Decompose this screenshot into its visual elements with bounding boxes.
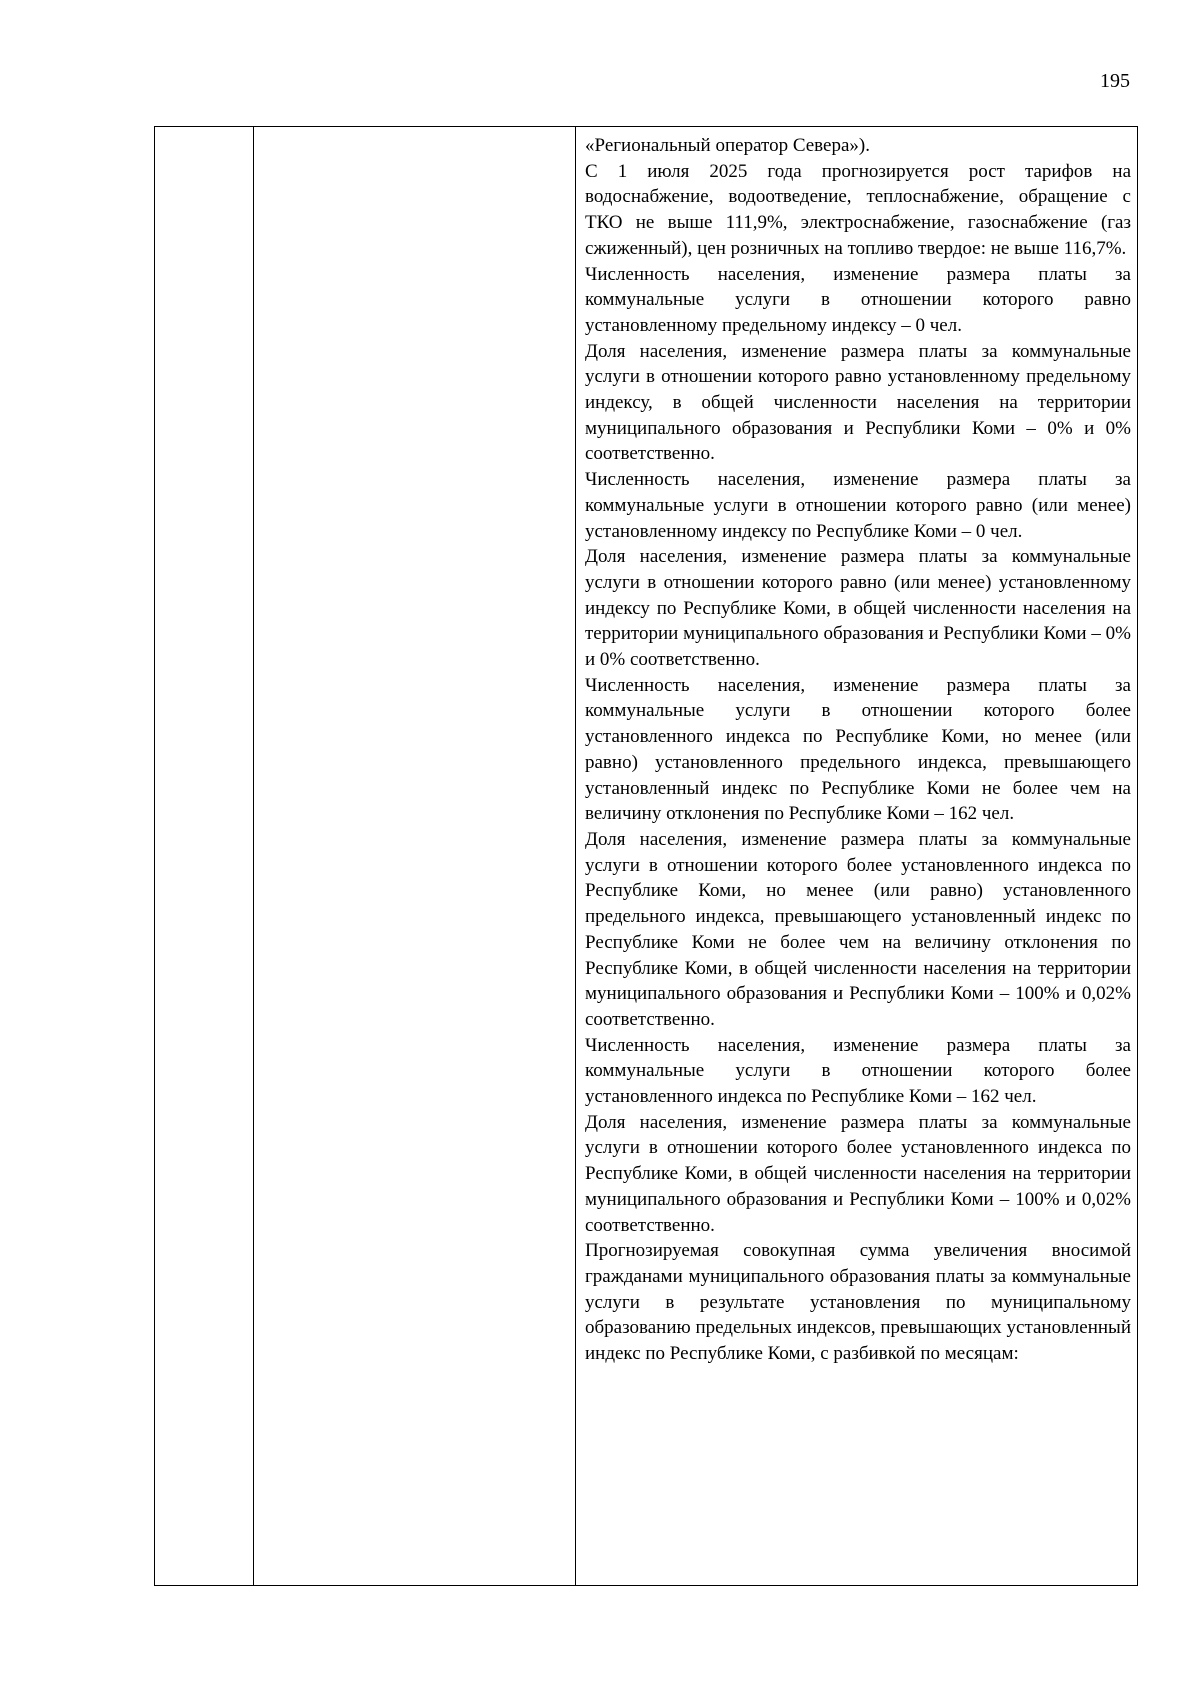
paragraph-share-equal-or-less-index: Доля населения, изменение размера платы за коммунальные услуги в отношении которого равно (или менее) установленному индексу по Республике Коми, в общей численности населения на территории муниципального образования и Республики Коми – 0% и 0% соответственно.	[585, 546, 1131, 671]
page-number: 195	[1100, 70, 1130, 92]
paragraph-share-equal-limit: Доля населения, изменение размера платы за коммунальные услуги в отношении которого равно установленному предельному индексу, в общей численности населения на территории муниципального образования и Республики Коми – 0% и 0% соответственно.	[585, 340, 1131, 465]
paragraph-share-within-deviation: Доля населения, изменение размера платы за коммунальные услуги в отношении которого более установленного индекса по Республике Коми, но менее (или равно) установленного предельного индекса, превышающего установленный индекс по Республике Коми не более чем на величину отклонения по Республике Коми, в общей численности населения на территории муниципального образования и Республики Коми – 100% и 0,02% соответственно.	[585, 828, 1131, 1030]
paragraph-population-above-index: Численность населения, изменение размера платы за коммунальные услуги в отношении которого более установленного индекса по Республике Коми – 162 чел.	[585, 1034, 1131, 1108]
paragraph-population-equal-limit: Численность населения, изменение размера платы за коммунальные услуги в отношении которого равно установленному предельному индексу – 0 чел.	[585, 263, 1131, 336]
paragraph-population-within-deviation: Численность населения, изменение размера платы за коммунальные услуги в отношении которого более установленного индекса по Республике Коми, но менее (или равно) установленного предельного индекса, превышающего установленный индекс по Республике Коми не более чем на величину отклонения по Республике Коми – 162 чел.	[585, 674, 1131, 825]
paragraph-operator-name: «Региональный оператор Севера»).	[585, 135, 870, 156]
table-text-cell	[585, 133, 1131, 1367]
paragraph-tariff-forecast: С 1 июля 2025 года прогнозируется рост тарифов на водоснабжение, водоотведение, теплоснабжение, обращение с ТКО не выше 111,9%, электроснабжение, газоснабжение (газ сжиженный), цен розничных на топливо твердое: не выше 116,7%.	[585, 160, 1131, 259]
column-divider-2	[575, 127, 576, 1585]
paragraph-population-equal-or-less-index: Численность населения, изменение размера платы за коммунальные услуги в отношении которого равно (или менее) установленному индексу по Республике Коми – 0 чел.	[585, 469, 1131, 542]
paragraph-share-above-index: Доля населения, изменение размера платы за коммунальные услуги в отношении которого более установленного индекса по Республике Коми, в общей численности населения на территории муниципального образования и Республики Коми – 100% и 0,02% соответственно.	[585, 1111, 1131, 1236]
paragraph-forecast-total-increase: Прогнозируемая совокупная сумма увеличения вносимой гражданами муниципального образования платы за коммунальные услуги в результате установления по муниципальному образованию предельных индексов, превышающих установленный индекс по Республике Коми, с разбивкой по месяцам:	[585, 1240, 1131, 1365]
column-divider-1	[253, 127, 254, 1585]
document-table	[154, 126, 1138, 1586]
